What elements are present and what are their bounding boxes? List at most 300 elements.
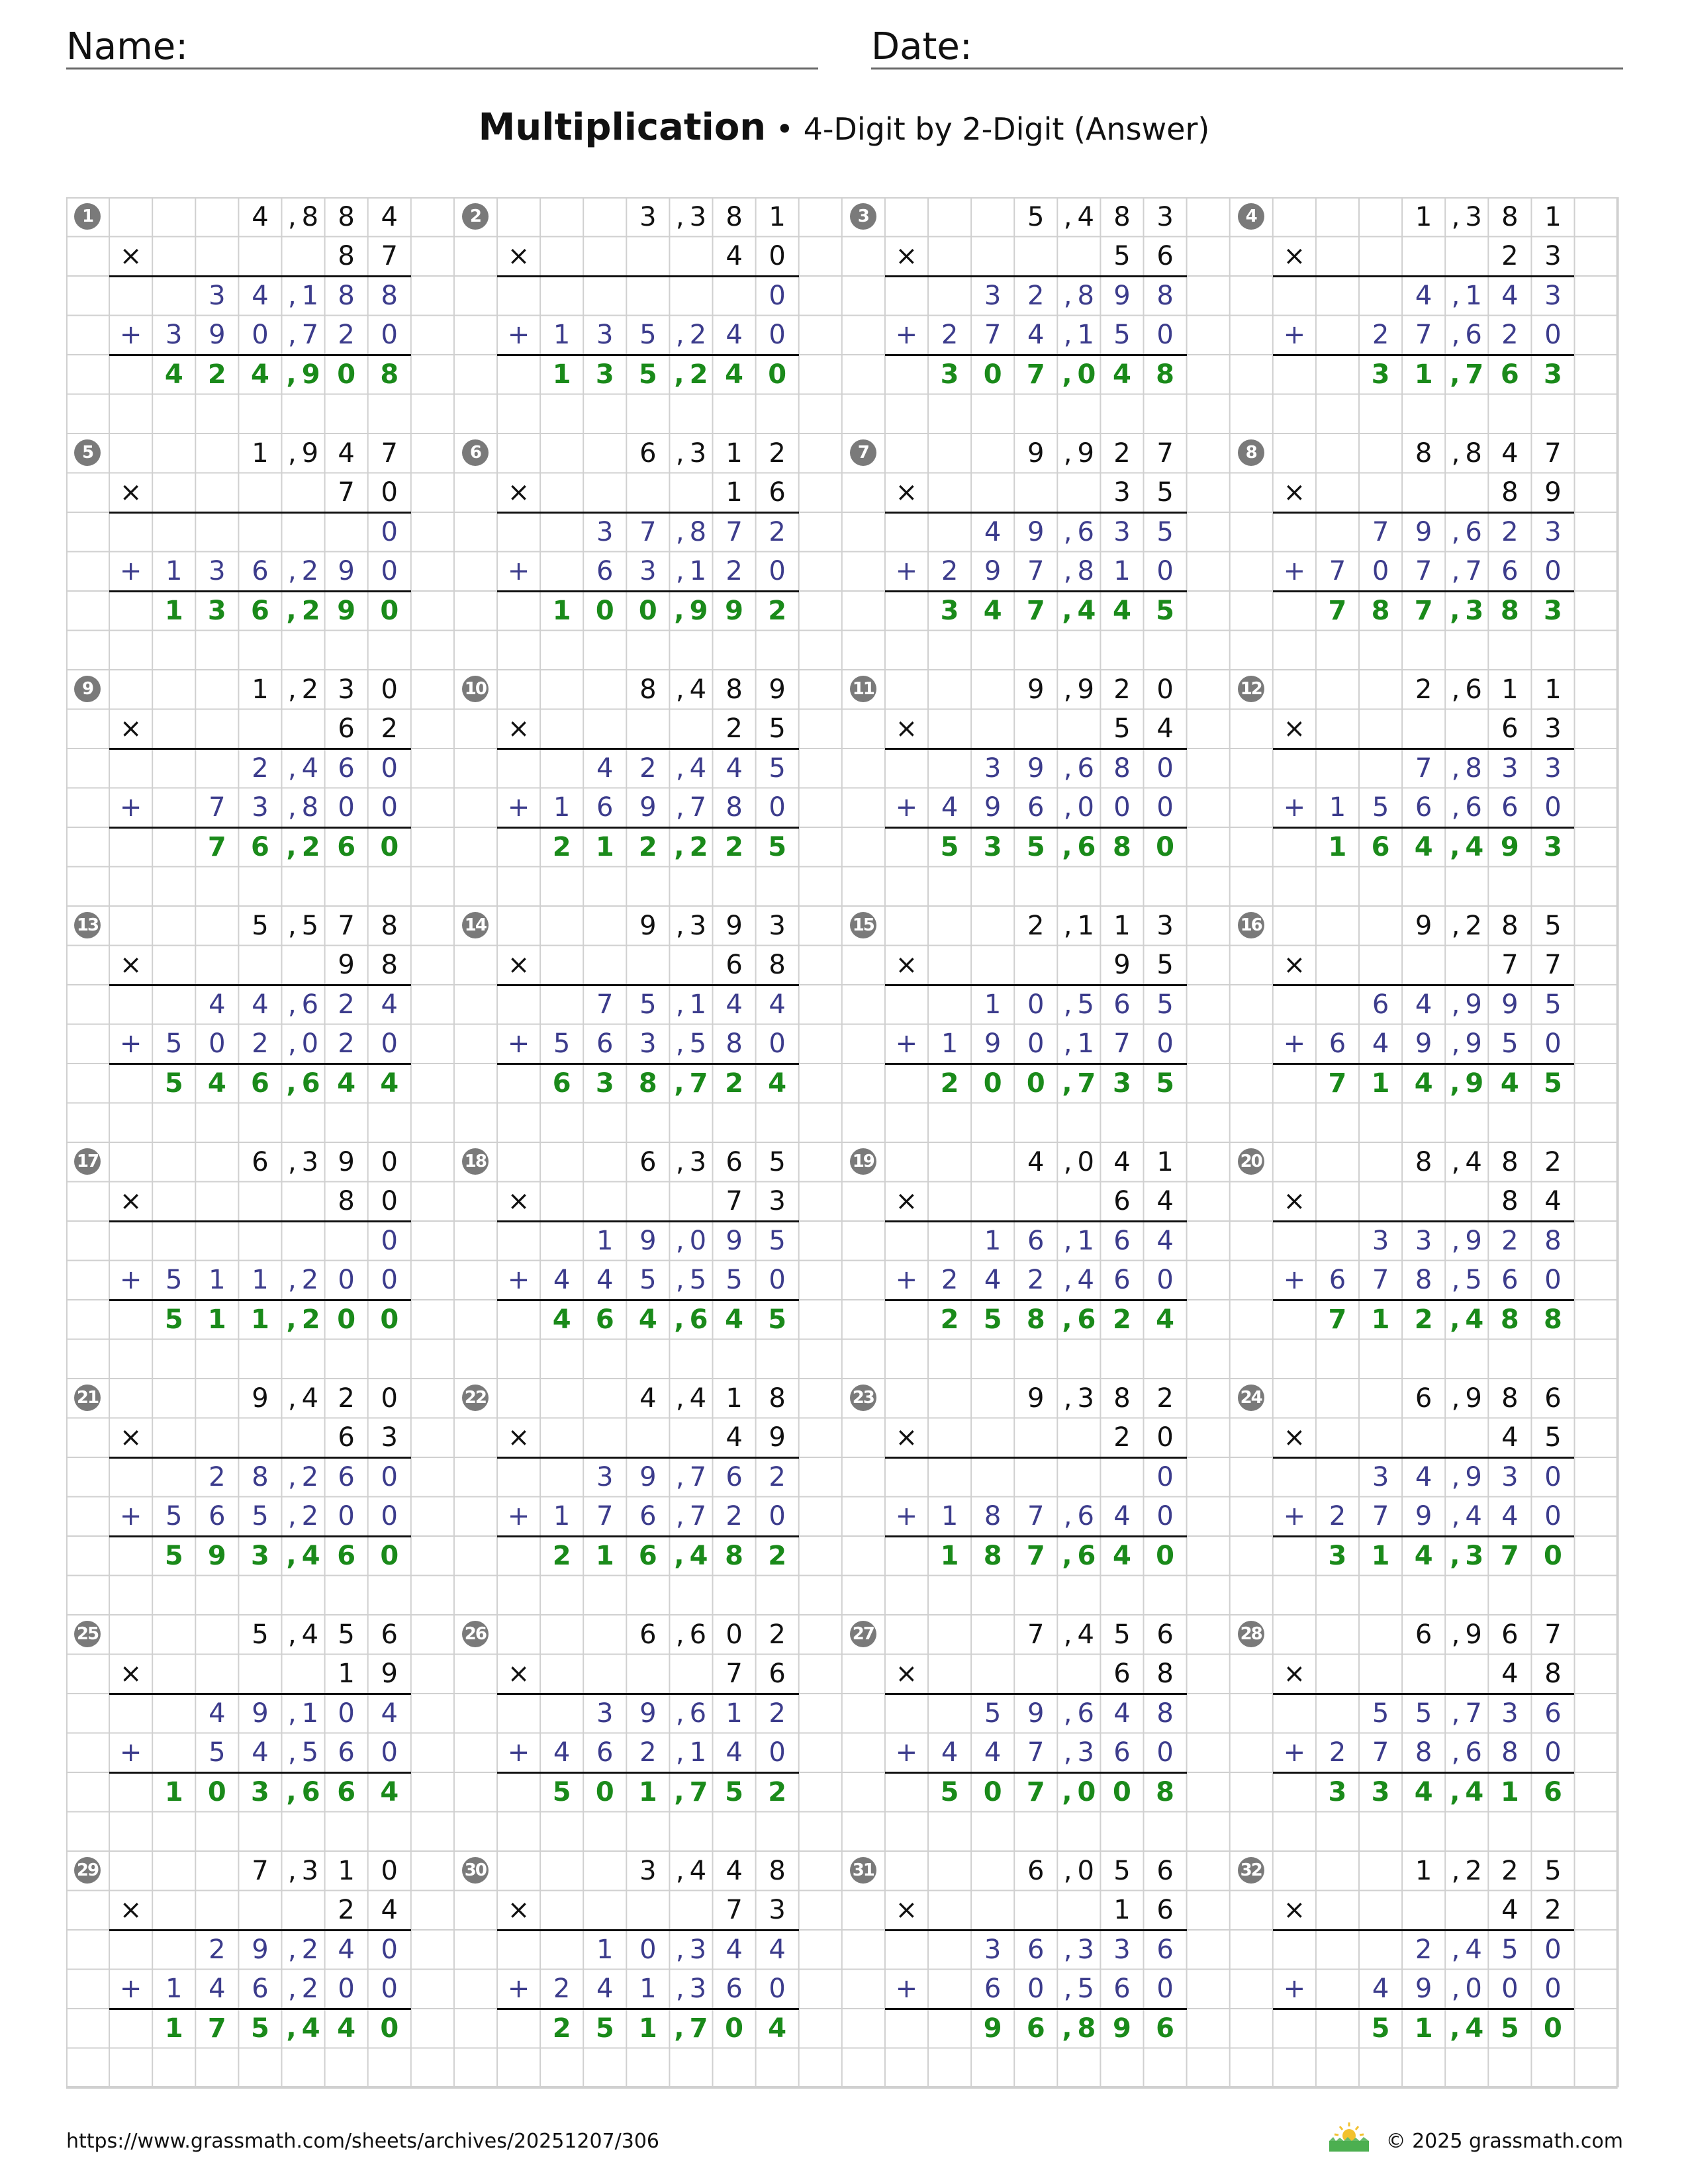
times-sign: × <box>119 241 142 272</box>
answer-digit: 3 <box>595 359 614 390</box>
problem-number-badge: 30 <box>462 1857 489 1884</box>
answer-digit: 3 <box>251 1776 269 1807</box>
partial-product-2-digit: 6 <box>1027 792 1045 823</box>
answer-digit: 6 <box>251 595 269 626</box>
page-title <box>0 106 1688 149</box>
partial-product-2-digit: 1 <box>639 1974 657 2005</box>
partial-product-2-digit: , 6 <box>1063 1501 1094 1532</box>
answer-digit: 6 <box>1026 2013 1045 2044</box>
answer-digit: 0 <box>337 359 356 390</box>
partial-product-1-digit: 0 <box>381 1934 398 1965</box>
partial-product-1-digit: 7 <box>596 989 614 1020</box>
multiplicand-digit: , 4 <box>675 674 707 705</box>
answer-digit: 8 <box>638 1068 657 1099</box>
multiplicand-digit: 6 <box>1415 1619 1432 1650</box>
partial-product-1-digit: , 3 <box>1063 1934 1094 1965</box>
multiplicand-digit: , 2 <box>1451 910 1482 941</box>
answer-digit: 5 <box>940 831 959 862</box>
problem-rule-line <box>497 590 799 592</box>
partial-product-2-digit: , 1 <box>675 1737 707 1768</box>
problem-rule-line <box>1273 590 1575 592</box>
partial-product-1-digit: 4 <box>338 1934 355 1965</box>
date-line <box>871 68 1623 69</box>
answer-digit: , 6 <box>1062 831 1096 862</box>
partial-product-1-digit: 4 <box>209 989 226 1020</box>
partial-product-2-digit: 5 <box>165 1028 183 1060</box>
multiplicand-digit: 0 <box>381 1146 398 1177</box>
multiplier-digit: 6 <box>338 1422 355 1453</box>
problem-rule-line <box>885 1220 1187 1222</box>
problem-rule-line <box>497 354 799 356</box>
answer-digit: 4 <box>251 359 269 390</box>
times-sign: × <box>507 1186 530 1217</box>
partial-product-2-digit: 0 <box>1544 1737 1562 1768</box>
partial-product-1-digit: 5 <box>1415 1698 1432 1729</box>
partial-product-1-digit: 9 <box>252 1698 269 1729</box>
problem-number-badge: 18 <box>462 1148 489 1175</box>
multiplicand-digit: 8 <box>1113 1383 1131 1414</box>
multiplicand-digit: 8 <box>639 674 657 705</box>
multiplier-digit: 4 <box>726 1422 743 1453</box>
answer-digit: 2 <box>552 831 571 862</box>
answer-digit: , 4 <box>286 1540 320 1571</box>
multiplicand-digit: , 0 <box>1063 1146 1094 1177</box>
answer-digit: , 9 <box>674 595 708 626</box>
plus-sign: + <box>895 1028 918 1060</box>
problem-rule-line <box>1273 1220 1575 1222</box>
partial-product-2-digit: 2 <box>252 1028 269 1060</box>
partial-product-2-digit: 0 <box>1544 1028 1562 1060</box>
partial-product-1-digit: 8 <box>1544 1225 1562 1256</box>
answer-digit: 5 <box>164 1068 183 1099</box>
problem-number-badge: 32 <box>1238 1857 1264 1884</box>
partial-product-1-digit: 1 <box>984 989 1002 1020</box>
partial-product-1-digit: 4 <box>1415 989 1432 1020</box>
partial-product-1-digit: 2 <box>1415 1934 1432 1965</box>
problem-rule-line <box>109 354 411 356</box>
problem-rule-line <box>109 1063 411 1065</box>
multiplier-digit: 4 <box>1501 1659 1519 1690</box>
partial-product-2-digit: 5 <box>639 1265 657 1296</box>
answer-digit: 2 <box>940 1068 959 1099</box>
partial-product-1-digit: 9 <box>1027 1698 1045 1729</box>
partial-product-2-digit: 6 <box>596 1737 614 1768</box>
answer-digit: , 7 <box>674 2013 708 2044</box>
partial-product-2-digit: 6 <box>1329 1028 1346 1060</box>
multiplier-digit: 8 <box>338 1186 355 1217</box>
problem-number-badge: 14 <box>462 912 489 938</box>
multiplier-digit: 6 <box>1156 1895 1174 1926</box>
partial-product-2-digit: 5 <box>639 320 657 351</box>
partial-product-2-digit: 5 <box>1113 320 1131 351</box>
problem-rule-line <box>497 1457 799 1459</box>
partial-product-2-digit: 0 <box>1156 1265 1174 1296</box>
answer-digit: 4 <box>1500 1068 1519 1099</box>
answer-digit: 0 <box>380 1304 399 1335</box>
problem-number-badge: 7 <box>850 439 876 466</box>
multiplier-digit: 1 <box>1113 1895 1131 1926</box>
multiplier-digit: 5 <box>1113 241 1131 272</box>
partial-product-2-digit: , 2 <box>287 1974 319 2005</box>
plus-sign: + <box>507 1737 530 1768</box>
problem-number-badge: 24 <box>1238 1385 1264 1411</box>
multiplicand-digit: , 3 <box>675 910 707 941</box>
partial-product-2-digit: 3 <box>252 792 269 823</box>
multiplicand-digit: 9 <box>1415 910 1432 941</box>
problem-number-badge: 17 <box>74 1148 101 1175</box>
answer-digit: 4 <box>638 1304 657 1335</box>
partial-product-1-digit: 3 <box>596 1461 614 1492</box>
partial-product-2-digit: 5 <box>1501 1028 1519 1060</box>
partial-product-1-digit: 4 <box>252 989 269 1020</box>
multiplicand-digit: 8 <box>726 201 743 232</box>
partial-product-2-digit: 2 <box>553 1974 571 2005</box>
partial-product-2-digit: , 4 <box>1451 1501 1482 1532</box>
partial-product-2-digit: 9 <box>209 320 226 351</box>
problem-number-badge: 5 <box>74 439 101 466</box>
multiplier-digit: 4 <box>1544 1186 1562 1217</box>
partial-product-1-digit: , 6 <box>1063 752 1094 784</box>
multiplicand-digit: , 6 <box>675 1619 707 1650</box>
multiplicand-digit: , 4 <box>675 1383 707 1414</box>
answer-digit: 6 <box>337 1540 356 1571</box>
partial-product-1-digit: 5 <box>769 1225 786 1256</box>
partial-product-1-digit: 3 <box>1501 1461 1519 1492</box>
multiplicand-digit: 9 <box>769 674 786 705</box>
answer-digit: 8 <box>1156 359 1174 390</box>
problem-number-badge: 9 <box>74 676 101 702</box>
partial-product-2-digit: , 7 <box>675 1501 707 1532</box>
multiplicand-digit: 1 <box>769 201 786 232</box>
partial-product-1-digit: 5 <box>1156 516 1174 547</box>
multiplicand-digit: 6 <box>639 1146 657 1177</box>
partial-product-2-digit: 3 <box>209 556 226 587</box>
answer-digit: 1 <box>1328 831 1347 862</box>
answer-digit: 6 <box>251 1068 269 1099</box>
partial-product-1-digit: 7 <box>639 516 657 547</box>
answer-digit: , 7 <box>674 1068 708 1099</box>
partial-product-2-digit: 6 <box>596 556 614 587</box>
partial-product-2-digit: , 2 <box>287 1265 319 1296</box>
times-sign: × <box>1283 1186 1306 1217</box>
partial-product-2-digit: 4 <box>1113 1501 1131 1532</box>
partial-product-2-digit: 4 <box>252 1737 269 1768</box>
plus-sign: + <box>1283 1737 1306 1768</box>
partial-product-2-digit: 8 <box>726 792 743 823</box>
partial-product-2-digit: 2 <box>639 1737 657 1768</box>
multiplier-digit: 7 <box>1501 950 1519 981</box>
partial-product-1-digit: 2 <box>1027 280 1045 311</box>
answer-digit: , 4 <box>1450 2013 1484 2044</box>
partial-product-1-digit: 5 <box>1156 989 1174 1020</box>
times-sign: × <box>507 1422 530 1453</box>
answer-digit: 3 <box>207 595 226 626</box>
partial-product-1-digit: 2 <box>209 1461 226 1492</box>
answer-digit: 1 <box>207 1304 226 1335</box>
multiplicand-digit: , 9 <box>1451 1619 1482 1650</box>
problem-rule-line <box>109 512 411 514</box>
partial-product-1-digit: , 6 <box>1063 1698 1094 1729</box>
plus-sign: + <box>895 1737 918 1768</box>
problem-rule-line <box>1273 1772 1575 1774</box>
answer-digit: 5 <box>1544 1068 1562 1099</box>
multiplier-digit: 1 <box>338 1659 355 1690</box>
partial-product-1-digit: 0 <box>338 1698 355 1729</box>
multiplicand-digit: 4 <box>1027 1146 1045 1177</box>
multiplicand-digit: 5 <box>252 910 269 941</box>
partial-product-2-digit: 0 <box>769 320 786 351</box>
multiplicand-digit: 2 <box>338 1383 355 1414</box>
answer-digit: 4 <box>337 1068 356 1099</box>
partial-product-2-digit: 7 <box>596 1501 614 1532</box>
partial-product-1-digit: , 9 <box>1451 1225 1482 1256</box>
multiplier-digit: 7 <box>338 477 355 508</box>
answer-digit: , 0 <box>1062 1776 1096 1807</box>
partial-product-2-digit: 2 <box>1329 1737 1346 1768</box>
partial-product-2-digit: 4 <box>726 320 743 351</box>
multiplicand-digit: 3 <box>1156 910 1174 941</box>
partial-product-2-digit: 6 <box>639 1501 657 1532</box>
plus-sign: + <box>895 556 918 587</box>
partial-product-1-digit: 4 <box>726 989 743 1020</box>
partial-product-1-digit: , 6 <box>1451 516 1482 547</box>
multiplier-digit: 1 <box>726 477 743 508</box>
answer-digit: 4 <box>380 1068 399 1099</box>
plus-sign: + <box>1283 1265 1306 1296</box>
multiplicand-digit: , 4 <box>1063 1619 1094 1650</box>
multiplier-digit: 6 <box>1501 713 1519 745</box>
partial-product-2-digit: 7 <box>1329 556 1346 587</box>
partial-product-2-digit: 7 <box>1113 1028 1131 1060</box>
multiplicand-digit: 5 <box>769 1146 786 1177</box>
multiplier-digit: 5 <box>1544 1422 1562 1453</box>
multiplicand-digit: 1 <box>1544 201 1562 232</box>
partial-product-2-digit: 0 <box>381 1974 398 2005</box>
partial-product-1-digit: 0 <box>1544 1461 1562 1492</box>
multiplicand-digit: 8 <box>769 1855 786 1886</box>
problem-rule-line <box>109 748 411 750</box>
multiplier-digit: 7 <box>726 1186 743 1217</box>
times-sign: × <box>895 1895 918 1926</box>
answer-digit: 0 <box>983 1068 1002 1099</box>
answer-digit: , 3 <box>1450 595 1484 626</box>
answer-digit: 3 <box>1328 1540 1347 1571</box>
partial-product-1-digit: 8 <box>381 280 398 311</box>
partial-product-1-digit: , 0 <box>675 1225 707 1256</box>
answer-digit: , 7 <box>1450 359 1484 390</box>
partial-product-1-digit: 4 <box>209 1698 226 1729</box>
answer-digit: 5 <box>1371 2013 1390 2044</box>
answer-digit: 0 <box>983 359 1002 390</box>
plus-sign: + <box>895 1501 918 1532</box>
answer-digit: 0 <box>380 2013 399 2044</box>
multiplicand-digit: , 9 <box>1063 674 1094 705</box>
partial-product-2-digit: 4 <box>553 1737 571 1768</box>
partial-product-2-digit: , 2 <box>287 1501 319 1532</box>
partial-product-1-digit: , 8 <box>1063 280 1094 311</box>
partial-product-1-digit: 2 <box>769 1698 786 1729</box>
partial-product-2-digit: 0 <box>381 320 398 351</box>
multiplicand-digit: 9 <box>1027 437 1045 469</box>
multiplicand-digit: 2 <box>1544 1146 1562 1177</box>
multiplicand-digit: 8 <box>381 910 398 941</box>
multiplicand-digit: 2 <box>769 1619 786 1650</box>
answer-digit: 3 <box>1544 831 1562 862</box>
problem-number-badge: 22 <box>462 1385 489 1411</box>
answer-digit: 9 <box>1113 2013 1131 2044</box>
problem-rule-line <box>109 984 411 986</box>
problem-rule-line <box>109 275 411 277</box>
partial-product-2-digit: 0 <box>1027 1974 1045 2005</box>
multiplier-digit: 7 <box>726 1895 743 1926</box>
problem-number-badge: 1 <box>74 203 101 230</box>
footer-copyright: © 2025 grassmath.com <box>1385 2130 1623 2153</box>
plus-sign: + <box>895 1265 918 1296</box>
partial-product-2-digit: 0 <box>1027 1028 1045 1060</box>
answer-digit: 7 <box>1328 595 1347 626</box>
footer-url[interactable]: https://www.grassmath.com/sheets/archives/20251207/306 <box>66 2130 660 2153</box>
partial-product-1-digit: 1 <box>596 1934 614 1965</box>
plus-sign: + <box>895 1974 918 2005</box>
answer-digit: , 3 <box>1450 1540 1484 1571</box>
partial-product-2-digit: 7 <box>1415 556 1432 587</box>
multiplier-digit: 8 <box>381 950 398 981</box>
partial-product-2-digit: 7 <box>1027 556 1045 587</box>
answer-digit: 0 <box>725 2013 743 2044</box>
partial-product-1-digit: 4 <box>1156 1225 1174 1256</box>
problem-rule-line <box>109 590 411 592</box>
partial-product-2-digit: 0 <box>338 1974 355 2005</box>
partial-product-1-digit: 6 <box>1027 1934 1045 1965</box>
multiplier-digit: 8 <box>1501 1186 1519 1217</box>
answer-digit: 7 <box>1328 1068 1347 1099</box>
partial-product-1-digit: 9 <box>639 1698 657 1729</box>
multiplier-digit: 9 <box>1544 477 1562 508</box>
multiplicand-digit: 7 <box>338 910 355 941</box>
partial-product-2-digit: 5 <box>1372 792 1389 823</box>
problem-number-badge: 8 <box>1238 439 1264 466</box>
problem-number-badge: 13 <box>74 912 101 938</box>
plus-sign: + <box>507 1265 530 1296</box>
answer-digit: 4 <box>1156 1304 1174 1335</box>
partial-product-1-digit: , 2 <box>287 1461 319 1492</box>
partial-product-1-digit: 4 <box>726 752 743 784</box>
partial-product-2-digit: 0 <box>381 792 398 823</box>
answer-digit: 4 <box>1113 595 1131 626</box>
answer-digit: 1 <box>552 359 571 390</box>
answer-digit: 2 <box>725 1068 743 1099</box>
partial-product-1-digit: 3 <box>984 1934 1002 1965</box>
multiplier-digit: 6 <box>769 1659 786 1690</box>
partial-product-1-digit: 0 <box>1544 1934 1562 1965</box>
multiplicand-digit: 2 <box>769 437 786 469</box>
partial-product-2-digit: 3 <box>639 556 657 587</box>
plus-sign: + <box>1283 1501 1306 1532</box>
multiplier-digit: 6 <box>1156 241 1174 272</box>
partial-product-2-digit: 6 <box>252 1974 269 2005</box>
answer-digit: 5 <box>1026 831 1045 862</box>
answer-digit: 3 <box>1371 1776 1390 1807</box>
partial-product-2-digit: 3 <box>596 320 614 351</box>
partial-product-2-digit: 6 <box>252 556 269 587</box>
partial-product-2-digit: 6 <box>596 792 614 823</box>
partial-product-2-digit: 5 <box>165 1265 183 1296</box>
times-sign: × <box>1283 1659 1306 1690</box>
plus-sign: + <box>507 320 530 351</box>
multiplier-digit: 8 <box>338 241 355 272</box>
multiplier-digit: 5 <box>1113 713 1131 745</box>
partial-product-1-digit: 5 <box>984 1698 1002 1729</box>
partial-product-2-digit: 1 <box>1113 556 1131 587</box>
answer-digit: 2 <box>638 831 657 862</box>
multiplicand-digit: 4 <box>726 1855 743 1886</box>
answer-digit: 8 <box>1113 831 1131 862</box>
multiplicand-digit: 9 <box>726 910 743 941</box>
partial-product-2-digit: 6 <box>1415 792 1432 823</box>
problem-rule-line <box>1273 1535 1575 1537</box>
answer-digit: 7 <box>1026 595 1045 626</box>
problem-rule-line <box>497 512 799 514</box>
answer-digit: 8 <box>983 1540 1002 1571</box>
partial-product-1-digit: 4 <box>596 752 614 784</box>
answer-digit: , 6 <box>1062 1304 1096 1335</box>
partial-product-1-digit: 2 <box>1501 516 1519 547</box>
problem-rule-line <box>109 1299 411 1301</box>
title-main: Multiplication <box>478 106 767 149</box>
answer-digit: , 4 <box>1450 1304 1484 1335</box>
multiplicand-digit: 1 <box>1544 674 1562 705</box>
multiplicand-digit: 4 <box>639 1383 657 1414</box>
partial-product-2-digit: 5 <box>726 1265 743 1296</box>
answer-digit: 8 <box>1026 1304 1045 1335</box>
partial-product-2-digit: 2 <box>941 556 959 587</box>
multiplier-digit: 5 <box>1156 950 1174 981</box>
multiplicand-digit: 1 <box>726 437 743 469</box>
partial-product-2-digit: 1 <box>1329 792 1346 823</box>
answer-digit: 5 <box>251 2013 269 2044</box>
multiplicand-digit: 1 <box>1501 674 1519 705</box>
partial-product-1-digit: 6 <box>338 752 355 784</box>
partial-product-1-digit: 0 <box>769 280 786 311</box>
answer-digit: 3 <box>1371 359 1390 390</box>
partial-product-1-digit: 2 <box>769 1461 786 1492</box>
problem-number-badge: 11 <box>850 676 876 702</box>
partial-product-2-digit: 0 <box>769 1737 786 1768</box>
multiplicand-digit: 6 <box>1156 1619 1174 1650</box>
partial-product-1-digit: 3 <box>1113 1934 1131 1965</box>
multiplicand-digit: , 8 <box>1451 437 1482 469</box>
multiplier-digit: 0 <box>381 477 398 508</box>
partial-product-2-digit: 3 <box>165 320 183 351</box>
multiplicand-digit: 3 <box>769 910 786 941</box>
answer-digit: 5 <box>595 2013 614 2044</box>
multiplicand-digit: , 3 <box>1451 201 1482 232</box>
answer-digit: 5 <box>164 1540 183 1571</box>
partial-product-2-digit: 7 <box>209 792 226 823</box>
partial-product-2-digit: 1 <box>252 1265 269 1296</box>
partial-product-2-digit: 7 <box>1027 1501 1045 1532</box>
answer-digit: , 7 <box>674 1776 708 1807</box>
answer-digit: 3 <box>940 595 959 626</box>
partial-product-1-digit: 2 <box>209 1934 226 1965</box>
multiplicand-digit: 6 <box>639 1619 657 1650</box>
date-label: Date: <box>871 25 972 68</box>
partial-product-1-digit: 0 <box>1156 1461 1174 1492</box>
partial-product-1-digit: , 8 <box>675 516 707 547</box>
partial-product-2-digit: 1 <box>165 1974 183 2005</box>
problem-rule-line <box>885 984 1187 986</box>
answer-digit: 2 <box>768 595 787 626</box>
